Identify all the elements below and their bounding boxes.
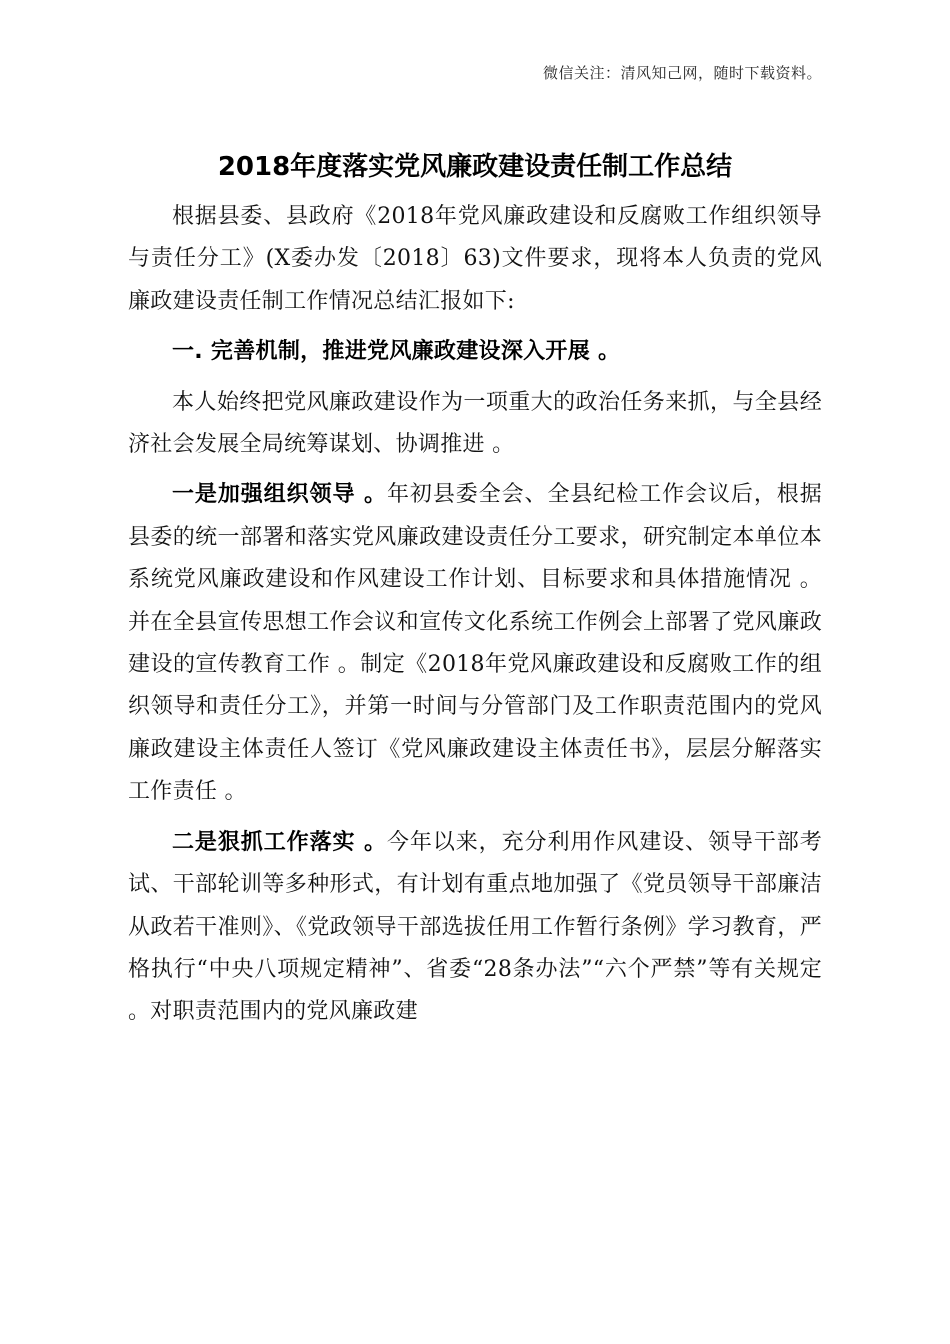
section-1-paragraph: 本人始终把党风廉政建设作为一项重大的政治任务来抓，与全县经济社会发展全局统筹谋划、协调推进 。 [128,389,822,458]
section-1-heading: 一. 完善机制，推进党风廉政建设深入开展 。 [172,339,621,365]
item-2-lead: 二是狠抓工作落实 。 [172,829,387,855]
item-1-paragraph [128,474,822,813]
document-title: 2018年度落实党风廉政建设责任制工作总结 [217,152,733,182]
item-2-text: 今年以来，充分利用作风建设、领导干部考试、干部轮训等多种形式，有计划有重点地加强了《党员领导干部廉洁从政若干准则》、《党政领导干部选拔任用工作暂行条例》学习教育，严格执行“中央八项规定精神”、省委“28条办法”“六个严禁”等有关规定 。对职责范围内的党风廉政建 [128,829,823,1025]
item-1-text: 年初县委全会、全县纪检工作会议后，根据县委的统一部署和落实党风廉政建设责任分工要求，研究制定本单位本系统党风廉政建设和作风建设工作计划、目标要求和具体措施情况 。并在全县宣传思想工作会议和宣传文化系统工作例会上部署了党风廉政建设的宣传教育工作 。制定《2018年党风廉政建设和反腐败工作的组织领导和责任分工》，并第一时间与分管部门及工作职责范围内的党风廉政建设主体责任人签订《党风廉政建设主体责任书》，层层分解落实工作责任 。 [128,482,823,805]
document-body [128,196,822,1034]
intro-paragraph: 根据县委、县政府《2018年党风廉政建设和反腐败工作组织领导与责任分工》(X委办发〔2018〕63)文件要求，现将本人负责的党风廉政建设责任制工作情况总结汇报如下: [128,204,822,314]
item-2-paragraph [128,822,822,1034]
item-1-lead: 一是加强组织领导 。 [172,482,387,508]
header-watermark: 微信关注：清风知己网，随时下载资料。 [542,64,822,82]
